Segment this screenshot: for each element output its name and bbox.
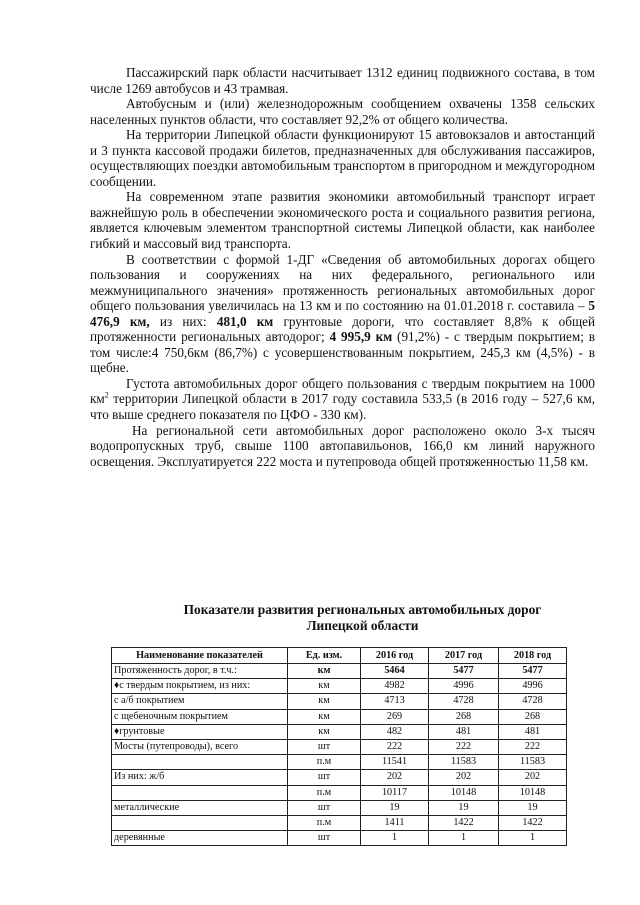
header-2016: 2016 год <box>361 648 429 664</box>
row-name: с щебеночным покрытием <box>112 709 288 724</box>
table-row <box>112 724 567 739</box>
row-2017: 10148 <box>429 785 499 800</box>
row-2016: 19 <box>361 800 429 815</box>
paragraph-bus-coverage: Автобусным и (или) железнодорожным сообщением охвачены 1358 сельских населенных пунктов области, что составляет 92,2% от общего количества. <box>90 96 595 127</box>
row-name: с а/б покрытием <box>112 694 288 709</box>
header-2017: 2017 год <box>429 648 499 664</box>
header-indicator-name: Наименование показателей <box>112 648 288 664</box>
row-name: металлические <box>112 800 288 815</box>
superscript: 2 <box>104 391 109 401</box>
table-row <box>112 739 567 754</box>
row-unit: шт <box>288 770 361 785</box>
body-text <box>90 65 595 469</box>
row-2016: 1 <box>361 831 429 846</box>
row-name: Мосты (путепроводы), всего <box>112 739 288 754</box>
row-2016: 202 <box>361 770 429 785</box>
table-row <box>112 770 567 785</box>
indicators-table <box>111 647 567 846</box>
row-name: Протяженность дорог, в т.ч.: <box>112 664 288 679</box>
road-density-text-1: Густота автомобильных дорог общего пользования с твердым покрытием на 1000 км <box>90 375 595 407</box>
row-2017: 4728 <box>429 694 499 709</box>
row-unit: п.м <box>288 755 361 770</box>
header-2018: 2018 год <box>499 648 567 664</box>
header-unit: Ед. изм. <box>288 648 361 664</box>
row-2017: 1422 <box>429 815 499 830</box>
row-unit: км <box>288 694 361 709</box>
row-2018: 268 <box>499 709 567 724</box>
paragraph-road-transport-role: На современном этапе развития экономики автомобильный транспорт играет важнейшую роль в обеспечении экономического роста и социального развития региона, является ключевым элементом транспортной системы Липецкой области, как наиболее гибкий и массовый вид транспорта. <box>90 189 595 252</box>
table-row <box>112 815 567 830</box>
row-unit: км <box>288 679 361 694</box>
road-length-text-3: грунтовые дороги, что составляет 8,8% к общей протяженности региональных автодорог; <box>90 313 596 345</box>
table-row <box>112 785 567 800</box>
table-row <box>112 800 567 815</box>
row-unit: шт <box>288 800 361 815</box>
row-2018: 19 <box>499 800 567 815</box>
table-title-line-2: Липецкой области <box>306 618 419 633</box>
row-2017: 4996 <box>429 679 499 694</box>
table-row <box>112 664 567 679</box>
road-length-text-2: из них: <box>159 313 207 329</box>
road-length-unpaved: 481,0 км <box>216 313 274 329</box>
row-2018: 481 <box>499 724 567 739</box>
table-row <box>112 679 567 694</box>
row-2017: 222 <box>429 739 499 754</box>
row-2018: 4728 <box>499 694 567 709</box>
row-2017: 268 <box>429 709 499 724</box>
row-unit: км <box>288 724 361 739</box>
row-2016: 10117 <box>361 785 429 800</box>
row-2017: 481 <box>429 724 499 739</box>
row-name: Из них: ж/б <box>112 770 288 785</box>
paragraph-road-density <box>90 376 595 423</box>
road-density-text-2: территории Липецкой области в 2017 году составила 533,5 (в 2016 году – 527,6 км, что выше среднего показателя по ЦФО - 330 км). <box>90 391 596 423</box>
row-2018: 222 <box>499 739 567 754</box>
row-2018: 4996 <box>499 679 567 694</box>
row-name <box>112 785 288 800</box>
table-row <box>112 755 567 770</box>
row-name <box>112 815 288 830</box>
road-length-total: 5 476,9 км, <box>90 298 596 329</box>
row-2016: 269 <box>361 709 429 724</box>
row-2017: 1 <box>429 831 499 846</box>
table-row <box>112 709 567 724</box>
table-row <box>112 694 567 709</box>
paragraph-road-infrastructure: На региональной сети автомобильных дорог расположено около 3-х тысяч водопропускных труб, свыше 1100 автопавильонов, 166,0 км линий наружного освещения. Эксплуатируется 222 моста и путепровода общей протяженностью 11,58 км. <box>90 422 595 469</box>
row-2016: 4713 <box>361 694 429 709</box>
paragraph-bus-stations: На территории Липецкой области функционируют 15 автовокзалов и автостанций и 3 пункта кассовой продажи билетов, предназначенных для обслуживания пассажиров, осуществляющих поездки автомобильным транспортом в пригородном и междугородном сообщении. <box>90 127 595 189</box>
row-2016: 5464 <box>361 664 429 679</box>
paragraph-road-length <box>90 252 595 376</box>
table-header-row <box>112 648 567 664</box>
table-row <box>112 831 567 846</box>
road-length-text-1: В соответствии с формой 1-ДГ «Сведения об автомобильных дорогах общего пользования и сооружениях на них федерального, регионального или межмуниципального значения» протяженность региональных автомобильных дорог общего пользования увеличилась на 13 км и по состоянию на 01.01.2018 г. составила – <box>90 251 595 314</box>
row-2018: 1 <box>499 831 567 846</box>
row-2018: 11583 <box>499 755 567 770</box>
row-name: деревянные <box>112 831 288 846</box>
road-length-text-4: (91,2%) - с твердым покрытием; в том числе:4 750,6км (86,7%) с усовершенствованным покрытием, 245,3 км (4,5%) - в щебне. <box>90 329 595 376</box>
row-2016: 1411 <box>361 815 429 830</box>
row-2016: 4982 <box>361 679 429 694</box>
row-name: ♦грунтовые <box>112 724 288 739</box>
row-2016: 482 <box>361 724 429 739</box>
row-2016: 11541 <box>361 755 429 770</box>
row-2018: 5477 <box>499 664 567 679</box>
road-length-paved: 4 995,9 км <box>329 329 393 345</box>
row-2017: 11583 <box>429 755 499 770</box>
row-unit: км <box>288 709 361 724</box>
table-title-line-1: Показатели развития региональных автомобильных дорог <box>183 602 542 617</box>
row-name: ♦с твердым покрытием, из них: <box>112 679 288 694</box>
row-unit: шт <box>288 831 361 846</box>
row-unit: п.м <box>288 815 361 830</box>
row-2018: 10148 <box>499 785 567 800</box>
row-2017: 5477 <box>429 664 499 679</box>
row-name <box>112 755 288 770</box>
table-title <box>90 602 635 634</box>
row-unit: п.м <box>288 785 361 800</box>
row-unit: км <box>288 664 361 679</box>
row-2018: 1422 <box>499 815 567 830</box>
row-2018: 202 <box>499 770 567 785</box>
row-2017: 19 <box>429 800 499 815</box>
paragraph-passenger-fleet: Пассажирский парк области насчитывает 1312 единиц подвижного состава, в том числе 1269 автобусов и 43 трамвая. <box>90 65 595 96</box>
row-2016: 222 <box>361 739 429 754</box>
row-2017: 202 <box>429 770 499 785</box>
row-unit: шт <box>288 739 361 754</box>
